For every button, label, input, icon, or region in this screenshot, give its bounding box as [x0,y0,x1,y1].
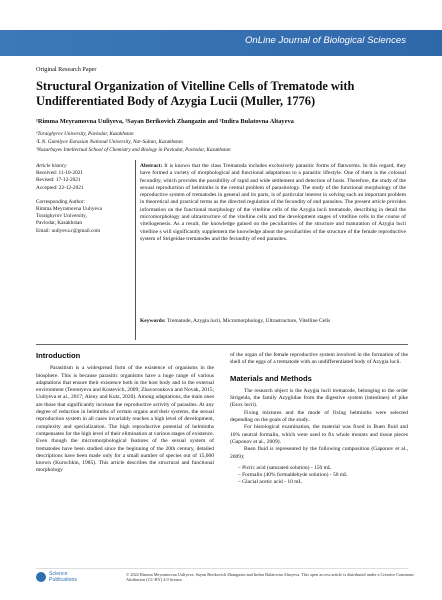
intro-paragraph: Parasitism is a widespread form of the existence of organisms in the biosphere. This is because parasitic organisms have a huge range of various adaptations that ensure their existence both in the host body and in the external environment (Terentyeva and Kostevich, 2009; Zhavoronkova and Novak, 2015; Uuliyeva et al., 2017; Aleuy and Kutz, 2020). Among adaptations, the main ones are those that significantly increase the reproductive activity of parasites. At any degree of reduction in helminths of certain organs and their systems, the sexual reproduction system in all cases invariably reaches a high level of development, complexity and specialization. The high reproductive potential of helminths compensates for the high level of their elimination at various stages of existence. Even though the micromorphological features of the sexual system of trematodes have been studied since the beginning of the 20th century, detailed descriptions have been made only for a small number of species out of 15,000 known (Kurochkin, 1985). This article describes the structural and functional morphology [36,365,214,474]
affiliation-1: ¹Toraighyrov University, Pavlodar, Kazakhstan [36,131,134,137]
intro-heading: Introduction [36,351,81,360]
section-divider [36,344,408,345]
keywords-label: Keywords: [140,318,166,324]
accepted-date: Accepted: 22-12-2021 [36,184,84,191]
list-item: – Picric acid (saturated solution) - 150 mL [238,464,332,471]
author-list: ¹Rimma Meyramovna Uuliyeva, ²Sayan Berikovich Zhangazin and ³Indira Bulatovna Altayeva [36,118,294,125]
abstract-text: It is known that the class Trematoda includes exclusively parasitic forms of flatworms. In this regard, they have formed a variety of morphological and functional adaptations to a parasitic lifestyle. One of them is the colossal fecundity, which provides the possibility of rapid and wide settlement and detection of hosts. Therefore, the study of the sexual reproduction of helminths is the central problem of parasitology. The study of the functional morphology of the reproductive system of trematodes in general and its parts, is of particular interest in solving such an important problem in theoretical and practical terms as the directed regulation of the fecundity of end parasites. The present article provides information on the functional morphology of the vitelline cells of the Azygia lucii trematode, describing in detail the micromorphology and ultrastructure of the vitelline cells and the development stages of vitelline cells in the course of vitellogenesis. As a result, the knowledge gained on the peculiarities of the structure and maturation of Azygia lucii vitelline s will significantly supplement the knowledge about the peculiarities of the structure of the female reproductive system of Strigeidae trematodes and the fecundity of end parasites. [140,163,407,242]
logo-line-2: Publications [49,577,77,583]
methods-paragraph-1: The research object is the Azygia lucii trematode, belonging to the order Strigeida, the family Azygiidae from the digestive system (intestines) of pike (Esox lucii). [230,387,408,409]
journal-name: OnLine Journal of Biological Sciences [244,35,406,46]
left-column [36,352,214,475]
logo-line-1: Science [49,571,68,577]
methods-paragraph-2: Fixing mixtures and the mode of fixing helminths were selected depending on the goals of the study. [230,409,408,424]
intro-continued: of the organ of the female reproductive system involved in the formation of the shell of the eggs of a trematode with an undifferentiated body of Azygia lucii. [230,352,408,366]
list-item: – Glacial acetic acid - 10 mL [238,479,302,486]
publisher-logo [36,571,77,583]
paper-title: Structural Organization of Vitelline Cells of Trematode with Undifferentiated Body of Azygia Lucii (Muller, 1776) [36,79,355,108]
keywords-text: Trematode, Azygia lucii, Micromorphology, Ultrastructure, Vitelline Cells [166,318,331,324]
abstract-block [140,163,406,243]
methods-paragraph-4: Buen fluid is represented by the following composition (Gaponov et al., 2009): [230,446,408,460]
history-label: Article history [36,163,67,169]
affiliation-3: ³Nazarbayev Intellectual School of Chemistry and Biology in Pavlodar, Pavlodar, Kazakhstan [36,147,231,153]
article-meta [36,163,131,235]
received-date: Received: 11-10-2021 [36,170,84,177]
revised-date: Revised: 17-12-2021 [36,177,81,184]
correspondence-name: Rimma Meyramovna Uuliyeva [36,206,102,213]
paper-type: Original Research Paper [36,66,97,73]
correspondence-org: Toraighyrov University, [36,213,87,220]
correspondence-label: Corresponding Author: [36,198,85,205]
journal-banner [0,30,442,56]
correspondence-city: Pavlodar, Kazakhstan [36,220,82,227]
list-item: – Formalin (40% formaldehyde solution) - 50 mL [238,472,348,479]
keywords-block [140,318,406,325]
methods-paragraph-3: For histological examination, the material was fixed in Buen fluid and 10% neutral formalin, which were used to fix whole mounts and tissue pieces (Gaponov et al., 2009). [230,424,408,445]
affiliation-2: ²L.N. Gumilyov Eurasian National University, Nur-Sultan, Kazakhstan [36,139,183,145]
footer-divider [36,568,408,569]
publisher-logo-icon [36,572,46,582]
vertical-divider [135,160,136,340]
correspondence-email[interactable]: Email: uuliyeva.r@gmail.com [36,227,101,234]
methods-heading: Materials and Methods [230,373,312,383]
abstract-label: Abstract: [140,163,163,169]
copyright-text: © 2022 Rimma Meyramovna Uuliyeva, Sayan Berikovich Zhangazin and Indira Bulatovna Altayeva. This open access article is distributed under a Creative Commons Attribution (CC-BY) 4.0 license. [126,572,414,583]
composition-list [230,465,408,487]
right-column [230,352,408,487]
